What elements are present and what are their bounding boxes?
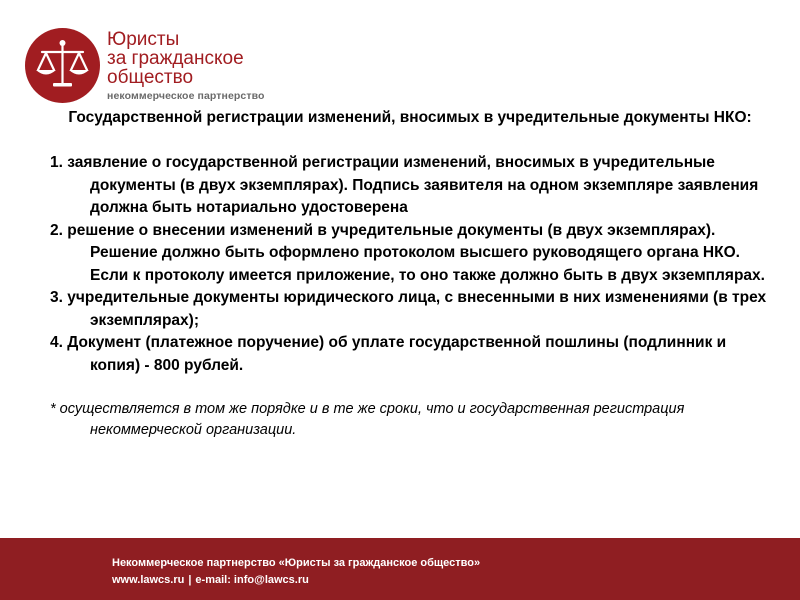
logo-line-1: Юристы xyxy=(107,29,180,50)
footer-organization: Некоммерческое партнерство «Юристы за гражданское общество» xyxy=(112,557,481,569)
organization-logo xyxy=(25,28,295,108)
list-item: 3. учредительные документы юридического лица, с внесенными в них изменениями (в трех экземплярах); xyxy=(50,289,767,329)
list-item: 2. решение о внесении изменений в учредительные документы (в двух экземплярах). Решение должно быть оформлено протоколом высшего руководящего органа НКО. Если к протоколу имеется приложение, то оно также должно быть в двух экземплярах. xyxy=(50,221,765,284)
slide-content xyxy=(50,106,770,441)
list-item: 1. заявление о государственной регистрации изменений, вносимых в учредительные документы (в двух экземплярах). Подпись заявителя на одном экземпляре заявления должна быть нотариально удостоверена xyxy=(50,154,759,216)
logo-line-2: за гражданское xyxy=(107,48,244,69)
document-list xyxy=(50,152,770,377)
scales-of-justice-icon xyxy=(25,28,100,103)
logo-line-3: общество xyxy=(107,67,194,88)
email-link[interactable]: e-mail: info@lawcs.ru xyxy=(195,574,309,586)
logo-text xyxy=(107,30,265,102)
footer-links xyxy=(112,572,480,589)
footer-contacts xyxy=(112,555,480,589)
list-item: 4. Документ (платежное поручение) об уплате государственной пошлины (подлинник и копия) - 800 рублей. xyxy=(50,334,727,374)
footnote: * осуществляется в том же порядке и в те же сроки, что и государственная регистрация некоммерческой организации. xyxy=(50,401,685,438)
website-link[interactable]: www.lawcs.ru xyxy=(112,574,185,586)
footer-bar xyxy=(0,538,800,600)
slide-title: Государственной регистрации изменений, вносимых в учредительные документы НКО: xyxy=(68,109,752,126)
logo-subtitle: некоммерческое партнерство xyxy=(107,90,265,102)
footer-separator: | xyxy=(188,574,192,586)
